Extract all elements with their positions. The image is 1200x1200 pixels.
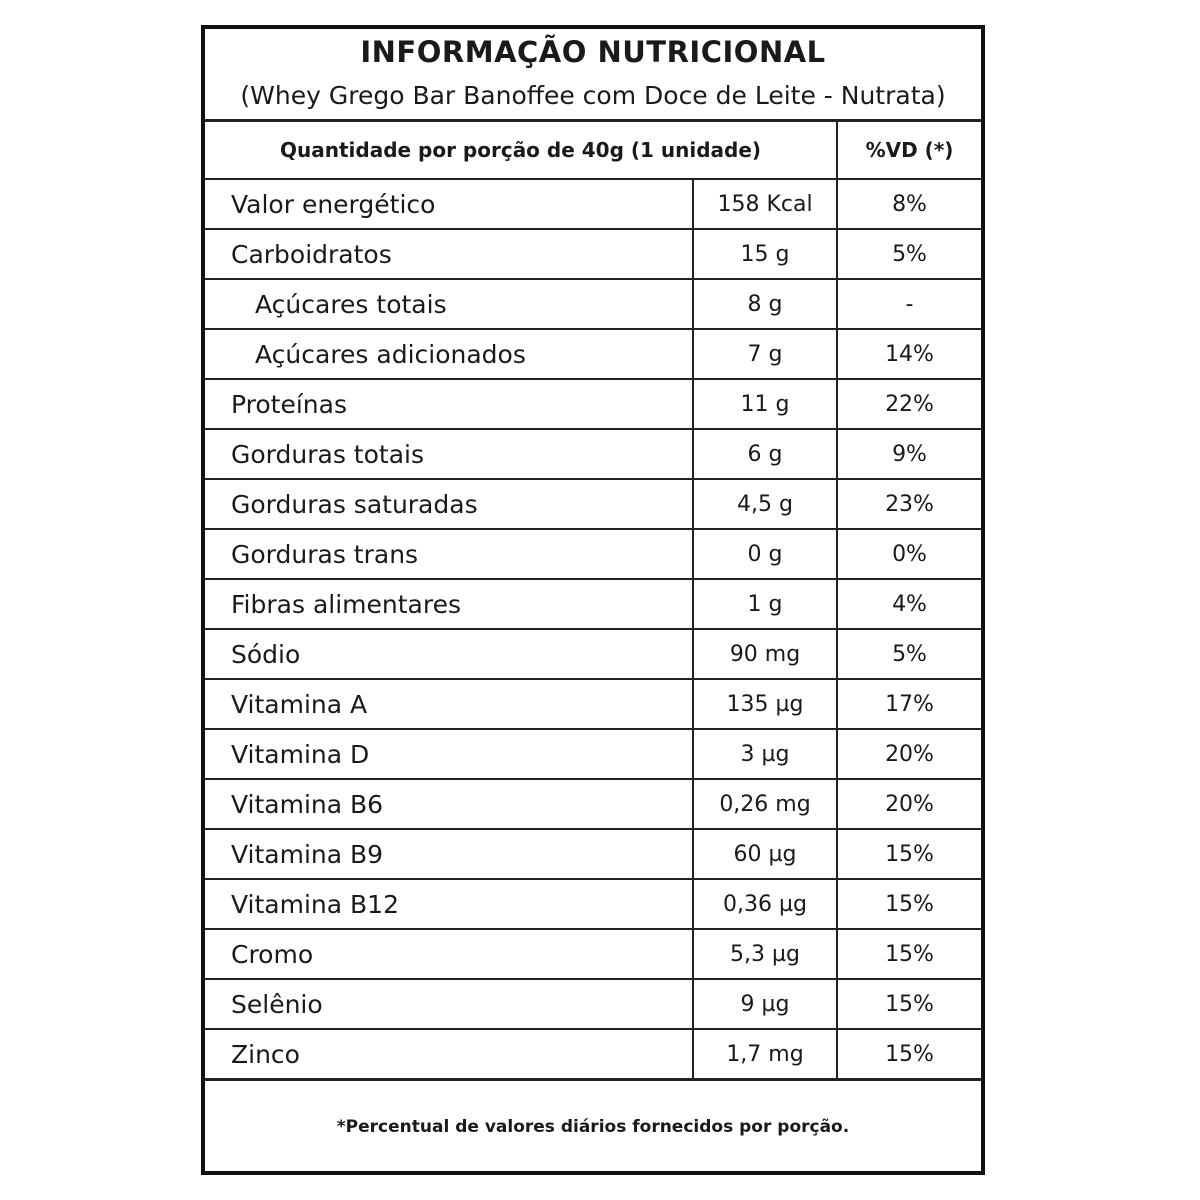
nutrient-row [205,679,981,729]
nutrient-name: Valor energético [205,179,693,229]
nutrient-daily-value: 15% [837,879,981,929]
nutrient-daily-value: 22% [837,379,981,429]
nutrient-row [205,729,981,779]
nutrient-row [205,629,981,679]
nutrient-daily-value: - [837,279,981,329]
nutrient-name: Gorduras trans [205,529,693,579]
nutrient-daily-value: 5% [837,629,981,679]
nutrition-table [205,119,981,1081]
nutrient-daily-value: 9% [837,429,981,479]
nutrient-amount: 11 g [693,379,837,429]
nutrient-name: Vitamina B9 [205,829,693,879]
nutrient-name: Vitamina D [205,729,693,779]
nutrient-amount: 1 g [693,579,837,629]
nutrient-amount: 7 g [693,329,837,379]
nutrient-name: Selênio [205,979,693,1029]
nutrient-name: Vitamina A [205,679,693,729]
nutrient-daily-value: 17% [837,679,981,729]
nutrient-daily-value: 4% [837,579,981,629]
nutrient-row [205,529,981,579]
nutrient-daily-value: 15% [837,979,981,1029]
nutrient-name: Gorduras saturadas [205,479,693,529]
nutrient-amount: 4,5 g [693,479,837,529]
nutrient-row [205,979,981,1029]
footnote: *Percentual de valores diários fornecidos por porção. [336,1117,850,1137]
nutrient-name: Carboidratos [205,229,693,279]
nutrient-amount: 60 µg [693,829,837,879]
nutrient-daily-value: 20% [837,779,981,829]
nutrient-amount: 9 µg [693,979,837,1029]
nutrient-row [205,229,981,279]
nutrient-row [205,579,981,629]
table-header-row [205,121,981,180]
nutrient-name: Gorduras totais [205,429,693,479]
nutrient-name: Zinco [205,1029,693,1080]
nutrient-row [205,829,981,879]
nutrient-daily-value: 15% [837,929,981,979]
nutrient-name: Vitamina B6 [205,779,693,829]
nutrient-amount: 5,3 µg [693,929,837,979]
nutrient-row [205,279,981,329]
nutrient-row [205,779,981,829]
nutrient-daily-value: 5% [837,229,981,279]
nutrient-name: Açúcares totais [205,279,693,329]
nutrient-row [205,179,981,229]
nutrient-name: Fibras alimentares [205,579,693,629]
nutrient-row [205,929,981,979]
nutrient-amount: 135 µg [693,679,837,729]
nutrient-row [205,379,981,429]
nutrient-row [205,429,981,479]
nutrient-amount: 1,7 mg [693,1029,837,1080]
nutrient-name: Sódio [205,629,693,679]
nutrition-facts-panel [201,25,985,1175]
nutrient-daily-value: 23% [837,479,981,529]
nutrient-daily-value: 14% [837,329,981,379]
nutrient-row [205,329,981,379]
nutrient-name: Açúcares adicionados [205,329,693,379]
nutrient-name: Cromo [205,929,693,979]
nutrient-name: Vitamina B12 [205,879,693,929]
portion-header: Quantidade por porção de 40g (1 unidade) [205,121,837,180]
nutrient-daily-value: 0% [837,529,981,579]
nutrient-row [205,879,981,929]
dv-header: %VD (*) [837,121,981,180]
nutrient-amount: 3 µg [693,729,837,779]
nutrient-amount: 158 Kcal [693,179,837,229]
nutrient-amount: 8 g [693,279,837,329]
nutrient-daily-value: 8% [837,179,981,229]
nutrient-amount: 15 g [693,229,837,279]
nutrient-daily-value: 20% [837,729,981,779]
nutrient-row [205,479,981,529]
nutrient-amount: 90 mg [693,629,837,679]
label-title: INFORMAÇÃO NUTRICIONAL [360,35,826,69]
nutrient-name: Proteínas [205,379,693,429]
label-subtitle: (Whey Grego Bar Banoffee com Doce de Leite - Nutrata) [240,81,946,110]
nutrient-daily-value: 15% [837,1029,981,1080]
nutrient-row [205,1029,981,1080]
nutrient-amount: 0,26 mg [693,779,837,829]
nutrient-amount: 0 g [693,529,837,579]
nutrient-daily-value: 15% [837,829,981,879]
nutrient-amount: 6 g [693,429,837,479]
nutrient-amount: 0,36 µg [693,879,837,929]
